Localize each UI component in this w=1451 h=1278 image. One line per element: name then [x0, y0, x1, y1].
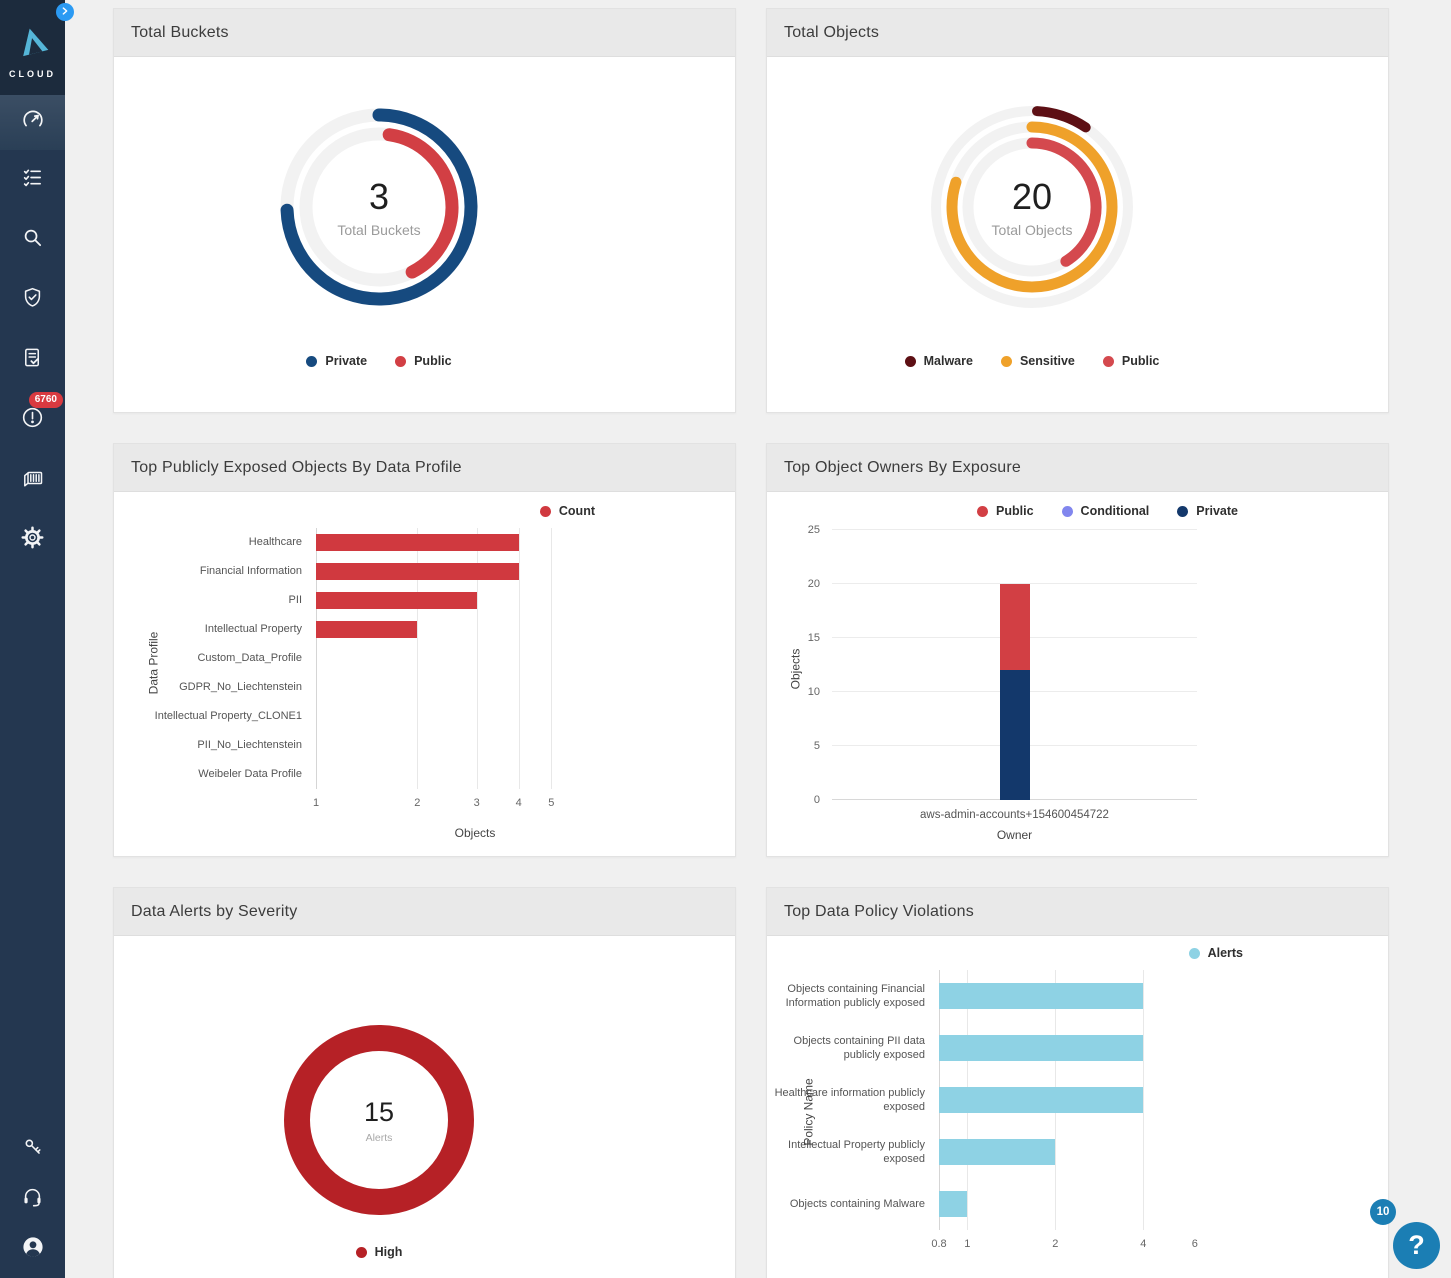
checklist-icon	[21, 166, 44, 194]
total-objects-chart	[767, 57, 1388, 412]
legend-dot	[1001, 356, 1012, 367]
category-label: Financial Information	[199, 565, 302, 578]
donut-label: Total Buckets	[337, 222, 421, 238]
legend-dot	[1189, 948, 1200, 959]
shield-check-icon	[21, 286, 44, 314]
legend-label: Count	[558, 504, 595, 518]
legend-label: Sensitive	[1019, 354, 1075, 368]
bar[interactable]	[939, 1087, 1143, 1113]
gear-icon	[21, 526, 44, 554]
donut[interactable]	[269, 97, 489, 317]
bar-row	[788, 1126, 1287, 1178]
x-axis-ticks	[312, 797, 634, 812]
legend-label: Conditional	[1080, 504, 1150, 518]
bar[interactable]	[939, 1035, 1143, 1061]
brand-logo-text: CLOUD	[9, 68, 56, 79]
legend-dot	[540, 506, 551, 517]
axis-tick: 15	[807, 632, 820, 644]
card-title-alerts-by-severity: Data Alerts by Severity	[114, 888, 735, 936]
axis-tick: 6	[1191, 1238, 1198, 1250]
bar-row	[197, 644, 634, 673]
x-axis-ticks	[931, 1238, 1287, 1253]
bar-row	[154, 702, 634, 731]
owners-by-exposure-chart	[767, 492, 1388, 856]
policy-document-icon	[21, 346, 44, 374]
sidebar-item-settings[interactable]	[0, 510, 65, 570]
category-label: GDPR_No_Liechtenstein	[179, 681, 302, 694]
legend-dot	[356, 1247, 367, 1258]
category-label: Healthcare information publicly exposed	[774, 1086, 925, 1113]
legend-item-count[interactable]	[540, 504, 595, 518]
alerts-by-severity-wrap	[114, 936, 644, 1259]
total-objects-wrap	[767, 57, 1297, 368]
donut[interactable]	[279, 1020, 479, 1220]
bar-row	[179, 673, 634, 702]
category-label: Intellectual Property_CLONE1	[154, 710, 302, 723]
sidebar-item-dashboard[interactable]	[0, 95, 65, 150]
exposed-by-profile-chart	[114, 492, 735, 856]
sidebar	[0, 0, 65, 1278]
ring-public[interactable]	[1032, 143, 1096, 261]
legend-item-private[interactable]	[1177, 504, 1238, 518]
ring-public[interactable]	[389, 135, 452, 272]
category-label: Objects containing Financial Information publicly exposed	[785, 982, 925, 1009]
bar-row	[197, 731, 634, 760]
legend-label: Private	[325, 354, 368, 368]
card-alerts-by-severity	[113, 887, 736, 1278]
legend-dot	[1062, 506, 1073, 517]
legend-item-public[interactable]	[977, 504, 1034, 518]
x-axis-title: Owner	[996, 828, 1033, 842]
category-label: aws-admin-accounts+154600454722	[920, 809, 1109, 821]
help-notification-badge: 10	[1370, 1199, 1396, 1225]
category-label: Weibeler Data Profile	[198, 768, 302, 781]
legend-dot	[977, 506, 988, 517]
bar[interactable]	[316, 563, 519, 580]
gridline	[832, 529, 1197, 530]
sidebar-item-alerts[interactable]	[0, 390, 65, 450]
card-title-owners-by-exposure: Top Object Owners By Exposure	[767, 444, 1388, 492]
donut-value: 3	[368, 176, 390, 217]
legend-dot	[1103, 356, 1114, 367]
donut-label: Total Objects	[991, 222, 1073, 238]
legend-label: High	[374, 1245, 403, 1259]
card-exposed-by-profile	[113, 443, 736, 857]
y-axis-title: Policy Name	[801, 1078, 816, 1146]
bar-row	[248, 528, 634, 557]
sidebar-bottom	[0, 1124, 65, 1278]
card-owners-by-exposure	[766, 443, 1389, 857]
legend-label: Public	[414, 354, 452, 368]
category-label: Intellectual Property	[204, 623, 302, 636]
bar-row	[199, 557, 634, 586]
legend-label: Public	[1121, 354, 1160, 368]
cloud-logo-icon	[16, 25, 50, 64]
legend-item-public[interactable]	[1103, 354, 1160, 368]
sidebar-item-compliance[interactable]	[0, 270, 65, 330]
chart-legend	[767, 504, 1388, 518]
axis-tick: 25	[807, 524, 820, 536]
card-title-total-buckets: Total Buckets	[114, 9, 735, 57]
category-label: PII_No_Liechtenstein	[197, 739, 302, 752]
donut[interactable]	[922, 97, 1142, 317]
sidebar-item-profile[interactable]	[0, 1224, 65, 1274]
legend-label: Malware	[923, 354, 973, 368]
sidebar-item-access-keys[interactable]	[0, 1124, 65, 1174]
card-title-total-objects: Total Objects	[767, 9, 1388, 57]
chart-legend	[767, 946, 1388, 960]
x-axis-title: Objects	[454, 826, 496, 840]
key-icon	[22, 1136, 44, 1163]
donut-label: Alerts	[365, 1131, 393, 1144]
alerts-by-severity-chart	[114, 936, 735, 1278]
bar-row	[204, 615, 634, 644]
category-label: PII	[288, 594, 302, 607]
card-total-buckets	[113, 8, 736, 413]
container-icon	[21, 466, 45, 495]
axis-tick: 2	[414, 797, 421, 809]
owners-by-exposure-plot	[807, 524, 1197, 806]
alerts-count-badge: 6760	[29, 392, 63, 408]
axis-tick: 1	[964, 1238, 971, 1250]
chevron-right-icon	[60, 3, 70, 21]
y-axis-title: Data Profile	[146, 631, 161, 694]
category-label: Objects containing PII data publicly exposed	[793, 1034, 925, 1061]
sidebar-item-support[interactable]	[0, 1174, 65, 1224]
sidebar-item-search[interactable]	[0, 210, 65, 270]
axis-tick: 4	[515, 797, 522, 809]
sidebar-item-inventory-list[interactable]	[0, 150, 65, 210]
axis-tick: 2	[1052, 1238, 1059, 1250]
legend-dot	[1177, 506, 1188, 517]
legend-label: Alerts	[1207, 946, 1243, 960]
help-question-icon[interactable]: ?	[1393, 1222, 1440, 1269]
sidebar-nav	[0, 95, 65, 570]
bar[interactable]	[939, 983, 1143, 1009]
legend-dot	[306, 356, 317, 367]
legend-item-conditional[interactable]	[1062, 504, 1150, 518]
help-fab[interactable]	[1368, 1199, 1440, 1269]
legend-item-alerts[interactable]	[1189, 946, 1243, 960]
bar[interactable]	[316, 592, 477, 609]
axis-tick: 0.8	[931, 1238, 947, 1250]
bar-row	[793, 1022, 1287, 1074]
bar-row	[198, 760, 634, 789]
y-axis-title: Objects	[788, 648, 803, 690]
user-avatar-icon	[21, 1235, 45, 1264]
bar-row	[288, 586, 634, 615]
category-label: Objects containing Malware	[789, 1197, 925, 1210]
legend-dot	[395, 356, 406, 367]
chart-legend	[356, 1245, 403, 1259]
dashboard-gauge-icon	[21, 108, 45, 137]
sidebar-item-containers[interactable]	[0, 450, 65, 510]
bar-row	[789, 1178, 1287, 1230]
card-policy-violations	[766, 887, 1389, 1278]
bar-segment-private[interactable]	[1000, 670, 1030, 800]
exposed-by-profile-plot	[154, 528, 634, 789]
legend-item-malware[interactable]	[905, 354, 973, 368]
search-icon	[21, 226, 44, 254]
axis-tick: 1	[312, 797, 320, 809]
bar[interactable]	[939, 1191, 967, 1217]
bar[interactable]	[316, 621, 417, 638]
dashboard-grid	[65, 0, 1451, 1278]
legend-item-public[interactable]	[395, 354, 452, 368]
legend-label: Public	[996, 504, 1034, 518]
total-buckets-chart	[114, 57, 735, 412]
sidebar-expand-button[interactable]	[56, 3, 74, 21]
bar[interactable]	[316, 534, 519, 551]
axis-tick: 3	[473, 797, 480, 809]
chart-legend	[114, 504, 735, 518]
headset-icon	[21, 1185, 44, 1213]
axis-tick: 0	[813, 794, 820, 806]
card-total-objects	[766, 8, 1389, 413]
axis-tick: 10	[807, 686, 820, 698]
legend-item-high[interactable]	[356, 1245, 403, 1259]
axis-tick: 20	[807, 578, 820, 590]
bar-segment-public[interactable]	[1000, 584, 1030, 670]
legend-item-sensitive[interactable]	[1001, 354, 1075, 368]
ring-high[interactable]	[297, 1038, 461, 1202]
legend-item-private[interactable]	[306, 354, 367, 368]
donut-value: 15	[363, 1096, 395, 1127]
category-label: Custom_Data_Profile	[197, 652, 302, 665]
total-buckets-wrap	[114, 57, 644, 368]
bar[interactable]	[939, 1139, 1055, 1165]
bar-row	[785, 970, 1287, 1022]
card-title-exposed-by-profile: Top Publicly Exposed Objects By Data Profile	[114, 444, 735, 492]
chart-legend	[905, 354, 1160, 368]
policy-violations-chart	[767, 936, 1388, 1278]
legend-dot	[905, 356, 916, 367]
legend-label: Private	[1196, 504, 1238, 518]
alert-exclamation-icon	[21, 406, 44, 434]
brand-logo[interactable]	[0, 0, 65, 95]
donut-value: 20	[1011, 176, 1053, 217]
category-label: Intellectual Property publicly exposed	[788, 1138, 925, 1165]
card-title-policy-violations: Top Data Policy Violations	[767, 888, 1388, 936]
axis-tick: 5	[548, 797, 555, 809]
axis-tick: 5	[813, 740, 820, 752]
sidebar-item-policies[interactable]	[0, 330, 65, 390]
chart-legend	[306, 354, 451, 368]
axis-tick: 4	[1140, 1238, 1147, 1250]
category-label: Healthcare	[248, 536, 302, 549]
